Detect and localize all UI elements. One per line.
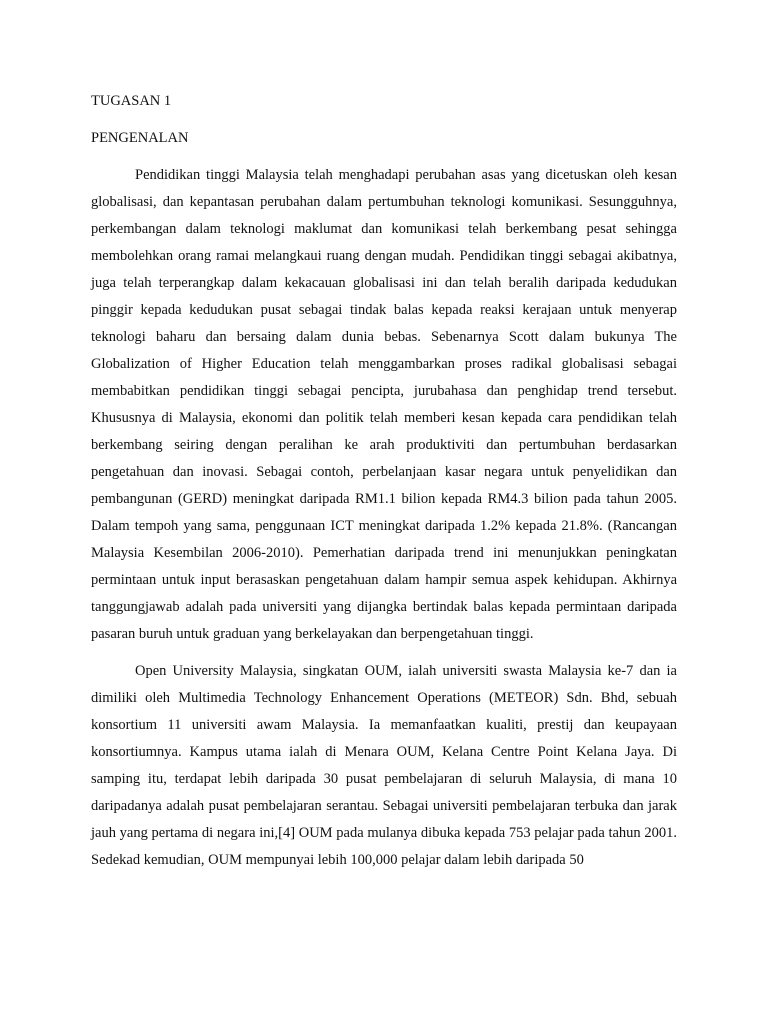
paragraph-1: Pendidikan tinggi Malaysia telah menghadapi perubahan asas yang dicetuskan oleh kesan globalisasi, dan kepantasan perubahan dalam pertumbuhan teknologi komunikasi. Sesungguhnya, perkembangan dalam teknologi maklumat dan komunikasi telah berkembang pesat sehingga membolehkan orang ramai melangkaui ruang dengan mudah. Pendidikan tinggi sebagai akibatnya, juga telah terperangkap dalam kekacauan globalisasi ini dan telah beralih daripada kedudukan pinggir kepada kedudukan pusat sebagai tindak balas kepada reaksi kerajaan untuk menyerap teknologi baharu dan bersaing dalam dunia bebas. Sebenarnya Scott dalam bukunya The Globalization of Higher Education telah menggambarkan proses radikal globalisasi sebagai membabitkan pendidikan tinggi sebagai pencipta, jurubahasa dan penghidap trend tersebut. Khususnya di Malaysia, ekonomi dan politik telah memberi kesan kepada cara pendidikan telah berkembang seiring dengan peralihan ke arah produktiviti dan pertumbuhan berdasarkan pengetahuan dan inovasi. Sebagai contoh, perbelanjaan kasar negara untuk penyelidikan dan pembangunan (GERD) meningkat daripada RM1.1 bilion kepada RM4.3 bilion pada tahun 2005. Dalam tempoh yang sama, penggunaan ICT meningkat daripada 1.2% kepada 21.8%. (Rancangan Malaysia Kesembilan 2006-2010). Pemerhatian daripada trend ini menunjukkan peningkatan permintaan untuk input berasaskan pengetahuan dalam hampir semua aspek kehidupan. Akhirnya tanggungjawab adalah pada universiti yang dijangka bertindak balas kepada permintaan daripada pasaran buruh untuk graduan yang berkelayakan dan berpengetahuan tinggi. (91, 167, 677, 642)
paragraph-2: Open University Malaysia, singkatan OUM, ialah universiti swasta Malaysia ke-7 dan ia dimiliki oleh Multimedia Technology Enhancement Operations (METEOR) Sdn. Bhd, sebuah konsortium 11 universiti awam Malaysia. Ia memanfaatkan kualiti, prestij dan keupayaan konsortiumnya. Kampus utama ialah di Menara OUM, Kelana Centre Point Kelana Jaya. Di samping itu, terdapat lebih daripada 30 pusat pembelajaran di seluruh Malaysia, di mana 10 daripadanya adalah pusat pembelajaran serantau. Sebagai universiti pembelajaran terbuka dan jarak jauh yang pertama di negara ini,[4] OUM pada mulanya dibuka kepada 753 pelajar pada tahun 2001. Sedekad kemudian, OUM mempunyai lebih 100,000 pelajar dalam lebih daripada 50 (91, 663, 677, 868)
section-heading: PENGENALAN (91, 130, 189, 146)
assignment-title: TUGASAN 1 (91, 93, 172, 109)
document-page (91, 88, 677, 884)
